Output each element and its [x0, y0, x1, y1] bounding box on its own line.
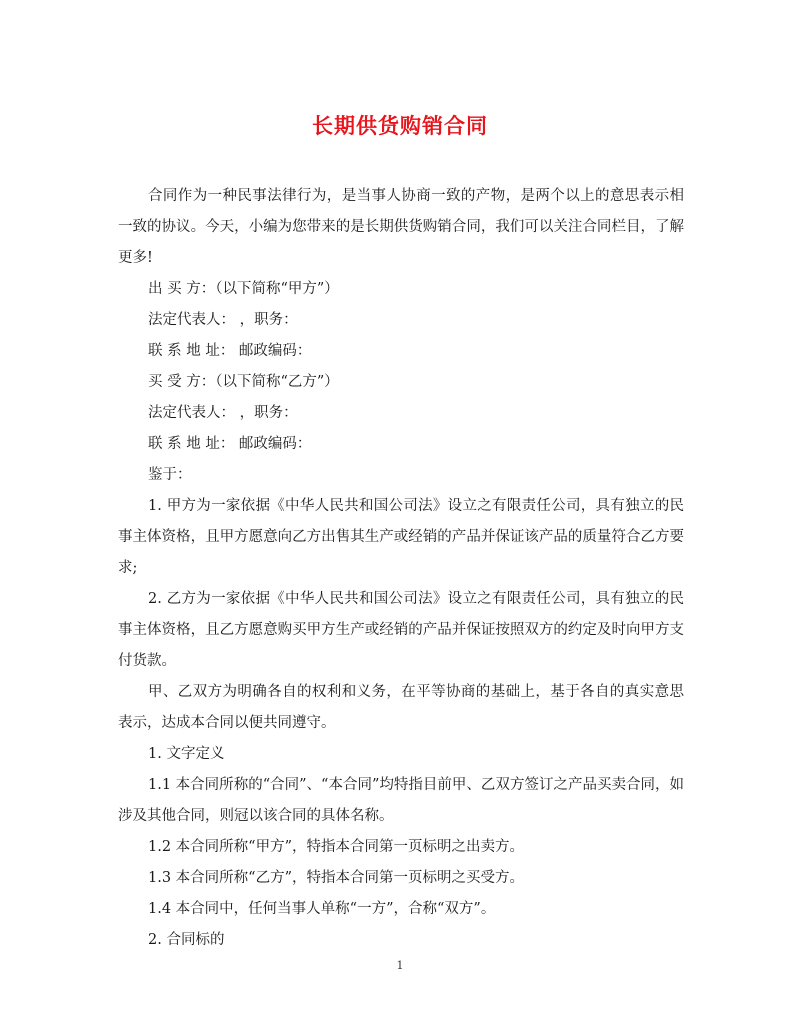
section-1-heading: 1. 文字定义: [148, 746, 225, 762]
section-2-heading: 2. 合同标的: [148, 932, 225, 948]
buyer-representative-line: 法定代表人： ，职务：: [148, 405, 298, 421]
seller-line: 出 买 方：（以下简称“甲方”）: [148, 281, 339, 297]
clause-1-3: 1.3 本合同所称“乙方”，特指本合同第一页标明之买受方。: [148, 870, 524, 886]
whereas-heading: 鉴于：: [148, 467, 192, 483]
document-title: 长期供货购销合同: [312, 113, 488, 138]
agreement-paragraph: 甲、乙双方为明确各自的权利和义务，在平等协商的基础上，基于各自的真实意思表示，达成本合同以便共同遵守。: [118, 684, 684, 731]
intro-paragraph: 合同作为一种民事法律行为，是当事人协商一致的产物，是两个以上的意思表示相一致的协议。今天，小编为您带来的是长期供货购销合同，我们可以关注合同栏目，了解更多!: [118, 188, 684, 266]
whereas-clause-2: 2. 乙方为一家依据《中华人民共和国公司法》设立之有限责任公司，具有独立的民事主体资格，且乙方愿意购买甲方生产或经销的产品并保证按照双方的约定及时向甲方支付货款。: [118, 591, 684, 669]
whereas-clause-1: 1. 甲方为一家依据《中华人民共和国公司法》设立之有限责任公司，具有独立的民事主体资格，且甲方愿意向乙方出售其生产或经销的产品并保证该产品的质量符合乙方要求;: [118, 498, 684, 576]
clause-1-2: 1.2 本合同所称“甲方”，特指本合同第一页标明之出卖方。: [148, 839, 524, 855]
document-body: [118, 181, 684, 956]
seller-representative-line: 法定代表人： ，职务：: [148, 312, 298, 328]
buyer-line: 买 受 方：（以下简称“乙方”）: [148, 374, 339, 390]
buyer-address-line: 联 系 地 址： 邮政编码：: [148, 436, 312, 452]
clause-1-4: 1.4 本合同中，任何当事人单称“一方”，合称“双方”。: [148, 901, 496, 917]
seller-address-line: 联 系 地 址： 邮政编码：: [148, 343, 312, 359]
page-number: 1: [396, 959, 404, 972]
clause-1-1: 1.1 本合同所称的“合同”、“本合同”均特指目前甲、乙双方签订之产品买卖合同，如涉及其他合同，则冠以该合同的具体名称。: [118, 777, 684, 824]
